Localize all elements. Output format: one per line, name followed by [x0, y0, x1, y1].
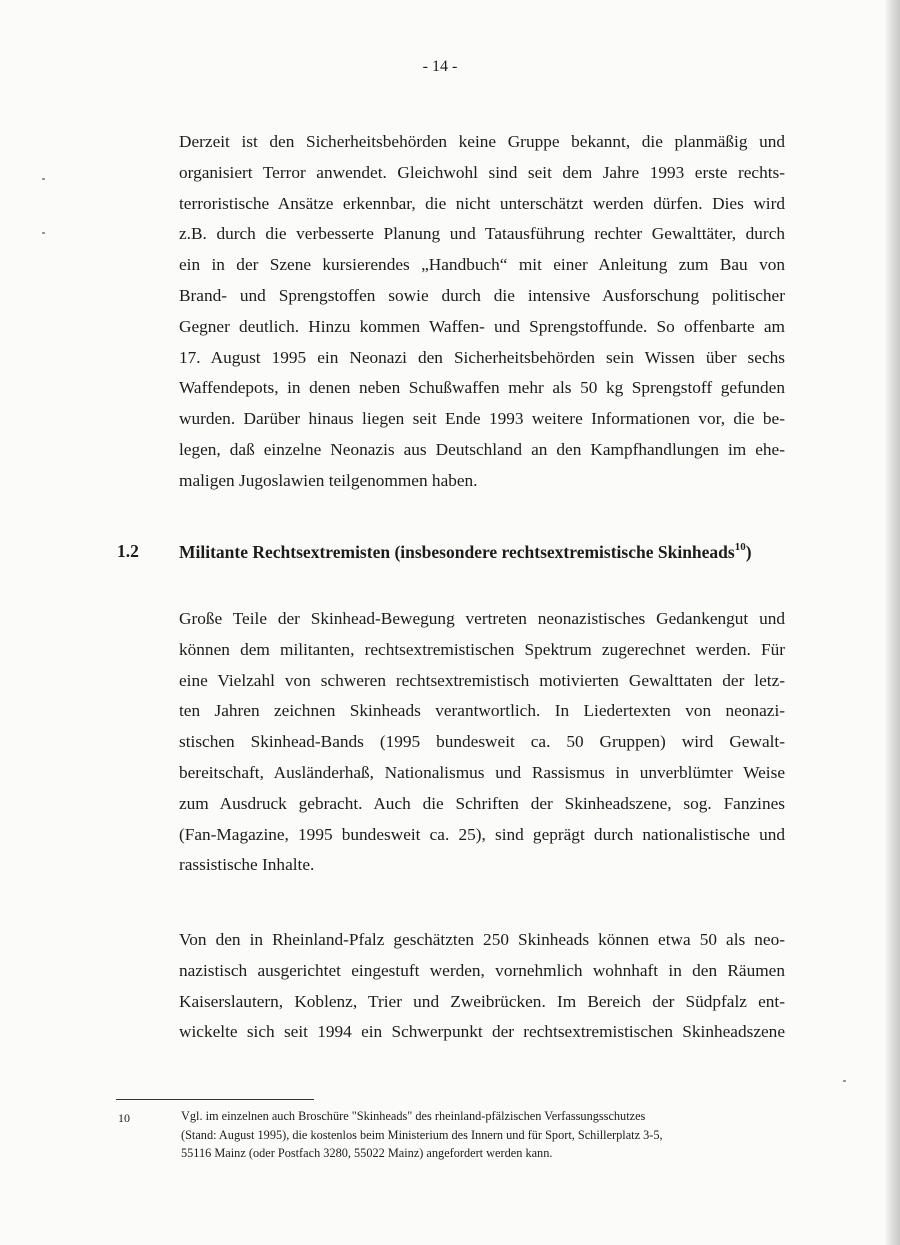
footnote-text: [181, 1107, 781, 1163]
text-line: legen, daß einzelne Neonazis aus Deutschland an den Kampfhandlungen im ehe-: [179, 439, 785, 459]
text-line: zum Ausdruck gebracht. Auch die Schriften der Skinheadszene, sog. Fanzines: [179, 793, 785, 813]
footnote-line: Vgl. im einzelnen auch Broschüre "Skinheads" des rheinland-pfälzischen Verfassungsschutzes: [181, 1109, 646, 1123]
text-line: Gegner deutlich. Hinzu kommen Waffen- und Sprengstoffunde. So offenbarte am: [179, 316, 785, 336]
section-number: 1.2: [117, 541, 139, 561]
text-line: Kaiserslautern, Koblenz, Trier und Zweibrücken. Im Bereich der Südpfalz ent-: [179, 991, 785, 1011]
scan-speck: [843, 1080, 846, 1082]
paragraph-skinheads: [179, 604, 785, 881]
text-line: wurden. Darüber hinaus liegen seit Ende 1993 weitere Informationen vor, die be-: [179, 409, 785, 429]
text-line: nazistisch ausgerichtet eingestuft werden, vornehmlich wohnhaft in den Räumen: [179, 960, 785, 980]
footnote-reference[interactable]: 10: [734, 541, 746, 553]
text-line: z.B. durch die verbesserte Planung und Tatausführung rechter Gewalttäter, durch: [179, 224, 785, 244]
text-line: organisiert Terror anwendet. Gleichwohl sind seit dem Jahre 1993 erste rechts-: [179, 162, 785, 182]
page-edge-shadow: [886, 0, 900, 1245]
scan-speck: [42, 232, 45, 234]
footnote-number: 10: [118, 1111, 130, 1125]
footnote-line: (Stand: August 1995), die kostenlos beim Ministerium des Innern und für Sport, Schillerplatz 3-5,: [181, 1127, 663, 1142]
text-line: Große Teile der Skinhead-Bewegung vertreten neonazistisches Gedankengut und: [179, 609, 785, 628]
text-line: wickelte sich seit 1994 ein Schwerpunkt der rechtsextremistischen Skinheadszene: [179, 1022, 785, 1042]
text-line: Waffendepots, in denen neben Schußwaffen mehr als 50 kg Sprengstoff gefunden: [179, 378, 785, 398]
footnote-line: 55116 Mainz (oder Postfach 3280, 55022 Mainz) angefordert werden kann.: [181, 1146, 553, 1160]
text-line: 17. August 1995 ein Neonazi den Sicherheitsbehörden sein Wissen über sechs: [179, 347, 785, 367]
text-line: eine Vielzahl von schweren rechtsextremistisch motivierten Gewalttaten der letz-: [179, 670, 785, 690]
paragraph-terror: [179, 127, 785, 497]
footnote-divider: [116, 1099, 314, 1100]
text-line: Derzeit ist den Sicherheitsbehörden keine Gruppe bekannt, die planmäßig und: [179, 132, 785, 151]
paragraph-rheinland-pfalz: [179, 925, 785, 1048]
text-line: maligen Jugoslawien teilgenommen haben.: [179, 470, 478, 490]
text-line: Von den in Rheinland-Pfalz geschätzten 250 Skinheads können etwa 50 als neo-: [179, 930, 785, 949]
text-line: rassistische Inhalte.: [179, 855, 315, 875]
text-line: terroristische Ansätze erkennbar, die nicht unterschätzt werden dürfen. Dies wird: [179, 193, 785, 213]
text-line: ein in der Szene kursierendes „Handbuch“ mit einer Anleitung zum Bau von: [179, 255, 785, 275]
text-line: stischen Skinhead-Bands (1995 bundesweit ca. 50 Gruppen) wird Gewalt-: [179, 732, 785, 752]
text-line: Brand- und Sprengstoffen sowie durch die intensive Ausforschung politischer: [179, 285, 785, 305]
section-title-end: ): [745, 542, 752, 562]
page-number: - 14 -: [422, 58, 458, 75]
scan-speck: [42, 178, 45, 180]
text-line: ten Jahren zeichnen Skinheads verantwortlich. In Liedertexten von neonazi-: [179, 701, 785, 721]
text-line: können dem militanten, rechtsextremistischen Spektrum zugerechnet werden. Für: [179, 639, 785, 659]
section-title: Militante Rechtsextremisten (insbesondere rechtsextremistische Skinheads: [179, 542, 735, 562]
text-line: (Fan-Magazine, 1995 bundesweit ca. 25), sind geprägt durch nationalistische und: [179, 824, 785, 844]
section-heading: [179, 541, 752, 563]
text-line: bereitschaft, Ausländerhaß, Nationalismus und Rassismus in unverblümter Weise: [179, 762, 785, 782]
